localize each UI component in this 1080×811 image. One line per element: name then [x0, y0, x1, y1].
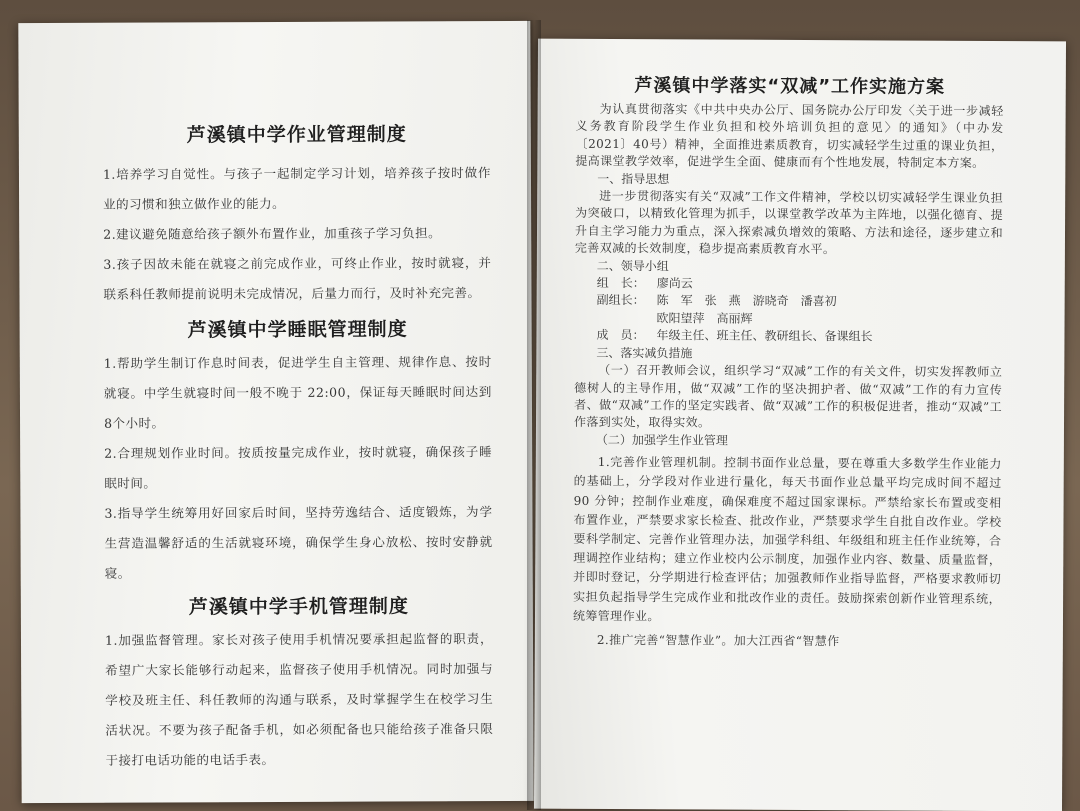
- homework-rule-2: 2.建议避免随意给孩子额外布置作业，加重孩子学习负担。: [103, 225, 442, 242]
- right-page: [534, 39, 1066, 811]
- members-list: 年级主任、班主任、教研组长、备课组长: [656, 328, 873, 344]
- left-page-content: [103, 119, 494, 776]
- deputy-leader-label: 副组长：: [596, 293, 645, 308]
- phone-rule-1: 1.加强监督管理。家长对孩子使用手机情况要承担起监督的职责，希望广大家长能够行动起来，监督孩子使用手机情况。同时加强与学校及班主任、科任教师的沟通与联系，及时掌握学生在校学习生活状况。不要为孩子配备手机，如必须配备也只能给孩子准备只限于接打电话功能的电话手表。: [104, 631, 494, 768]
- sleep-rule-1: 1.帮助学生制订作息时间表，促进学生自主管理、规律作息、按时就寝。中学生就寝时间一般不晚于 22:00，保证每天睡眠时间达到8个小时。: [103, 354, 492, 431]
- left-page: [18, 21, 533, 803]
- homework-rules-title: 芦溪镇中学作业管理制度: [186, 123, 407, 147]
- measure-2-1-text: 1.完善作业管理机制。控制书面作业总量，要在尊重大多数学生作业能力的基础上，分学段对作业进行量化，每天书面作业总量平均完成时间不超过 90 分钟；控制作业难度，确保难度不超过国家课标。严禁给家长布置或变相布置作业，严禁要求家长检查、批改作业，严禁要求学生自批自改作业。学校要科学制定、完善作业管理办法，加强学科组、年级组和班主任作业统筹，合理调控作业结构；建立作业校内公示制度，加强作业内容、数量、质量监督，并即时登记，分学期进行检查评估；加强教师作业指导监督，严格要求教师切实担负起指导学生完成作业和批改作业的责任。鼓励探索创新作业管理系统，统筹管理作业。: [572, 455, 1002, 624]
- plan-title: 芦溪镇中学落实“双减”工作实施方案: [634, 75, 946, 98]
- measure-2-2-text: 2.推广完善“智慧作业”。加大江西省“智慧作: [596, 632, 840, 649]
- sleep-rule-3: 3.指导学生统筹用好回家后时间，坚持劳逸结合、适度锻炼，为学生营造温馨舒适的生活就寝环境，确保学生身心放松、按时安静就寝。: [104, 504, 493, 581]
- group-leader-label: 组 长：: [596, 275, 645, 291]
- section-leadership-group: 二、领导小组: [596, 258, 669, 273]
- deputy-leader-names: 陈 军 张 燕 游晓奇 潘喜初: [656, 293, 837, 309]
- group-leader-name: 廖尚云: [656, 276, 693, 291]
- guiding-thought-text: 进一步贯彻落实有关“双减”工作文件精神，学校以切实减轻学生课业负担为突破口，以精致化管理为抓手，以课堂教学改革为主阵地，以强化德育、提升自主学习能力为重点，深入探索减负增效的策略、方法和途径，逐步建立和完善双减的长效制度，稳步提高素质教育水平。: [574, 188, 1004, 257]
- members-row: [574, 327, 1002, 347]
- homework-rule-3: 3.孩子因故未能在就寝之前完成作业，可终止作业，按时就寝，并联系科任教师提前说明未完成情况，后量力而行，及时补充完善。: [103, 255, 492, 302]
- group-leader-row: [575, 275, 1003, 295]
- plan-intro: 为认真贯彻落实《中共中央办公厅、国务院办公厅印发〈关于进一步减轻义务教育阶段学生作业负担和校外培训负担的意见〉的通知》（中办发〔2021〕40号）精神，全面推进素质教育，切实减轻学生过重的课业负担，提高课堂教学效率，促进学生全面、健康而有个性地发展，特制定本方案。: [575, 101, 1004, 171]
- section-homework-management: （二）加强学生作业管理: [595, 432, 728, 448]
- measure-1-text: （一）召开教师会议，组织学习“双减”工作的有关文件，切实发挥教师立德树人的主导作用，做“双减”工作的坚决拥护者、做“双减”工作的有力宣传者、做“双减”工作的坚定实践者、做“双减”工作的积极促进者，推动“双减”工作落到实处，取得实效。: [573, 363, 1003, 430]
- deputy-leader-names-2: 欧阳望萍 高丽辉: [656, 311, 753, 326]
- deputy-leader-row: [575, 292, 1003, 312]
- section-measures: 三、落实减负措施: [596, 345, 693, 361]
- right-page-content: [573, 71, 1004, 652]
- deputy-leader-row-2: [575, 310, 1003, 330]
- page-fold-shadow: [527, 20, 541, 810]
- sleep-rule-2: 2.合理规划作业时间。按质按量完成作业，按时就寝，确保孩子睡眠时间。: [104, 444, 493, 491]
- section-guiding-thought: 一、指导思想: [597, 171, 670, 186]
- homework-rule-1: 1.培养学习自觉性。与孩子一起制定学习计划，培养孩子按时做作业的习惯和独立做作业的能力。: [102, 165, 491, 212]
- sleep-rules-title: 芦溪镇中学睡眠管理制度: [187, 318, 408, 342]
- phone-rules-title: 芦溪镇中学手机管理制度: [188, 595, 409, 619]
- members-label: 成 员：: [596, 328, 645, 343]
